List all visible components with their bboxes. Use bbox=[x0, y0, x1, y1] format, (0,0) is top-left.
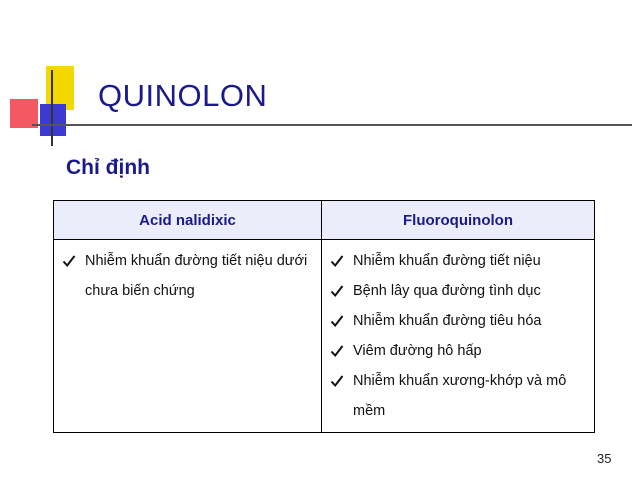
list-item bbox=[62, 246, 317, 306]
cell-acid-nalidixic bbox=[54, 240, 322, 433]
indication-table bbox=[53, 200, 595, 433]
indication-list bbox=[54, 240, 321, 312]
list-item bbox=[330, 336, 590, 366]
table-row bbox=[54, 240, 595, 433]
checkmark-icon bbox=[330, 344, 344, 358]
list-item bbox=[330, 246, 590, 276]
header-fluoroquinolon: Fluoroquinolon bbox=[322, 201, 595, 240]
list-item bbox=[330, 366, 590, 426]
title-divider bbox=[32, 124, 632, 126]
list-item-label: Nhiễm khuẩn đường tiết niệu bbox=[353, 253, 541, 269]
list-item-label: Nhiễm khuẩn xương-khớp và mô mềm bbox=[353, 373, 567, 419]
slide-title: QUINOLON bbox=[98, 78, 268, 113]
checkmark-icon bbox=[330, 254, 344, 268]
indication-list bbox=[322, 240, 594, 432]
cell-fluoroquinolon bbox=[322, 240, 595, 433]
table-header-row bbox=[54, 201, 595, 240]
list-item bbox=[330, 276, 590, 306]
checkmark-icon bbox=[330, 314, 344, 328]
list-item-label: Nhiễm khuẩn đường tiêu hóa bbox=[353, 313, 542, 329]
slide-subtitle: Chỉ định bbox=[66, 156, 150, 179]
list-item-label: Nhiễm khuẩn đường tiết niệu dưới chưa biến chứng bbox=[85, 253, 308, 299]
list-item-label: Viêm đường hô hấp bbox=[353, 343, 482, 359]
header-acid-nalidixic: Acid nalidixic bbox=[54, 201, 322, 240]
list-item bbox=[330, 306, 590, 336]
logo-squares-icon bbox=[0, 0, 100, 150]
list-item-label: Bệnh lây qua đường tình dục bbox=[353, 283, 541, 299]
checkmark-icon bbox=[330, 374, 344, 388]
page-number: 35 bbox=[597, 451, 612, 466]
checkmark-icon bbox=[62, 254, 76, 268]
decorative-logo bbox=[0, 0, 100, 150]
checkmark-icon bbox=[330, 284, 344, 298]
